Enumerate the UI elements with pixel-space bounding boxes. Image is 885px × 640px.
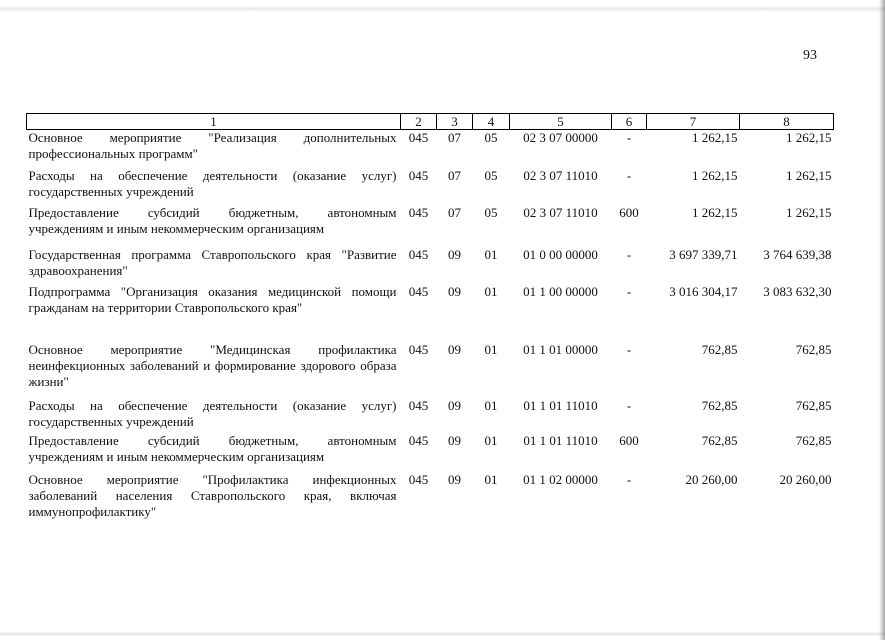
row-subsection: 01 — [484, 283, 498, 299]
row-amount-col7: 762,85 — [701, 432, 738, 448]
row-amount-col8: 762,85 — [795, 341, 832, 357]
row-section: 07 — [448, 130, 461, 145]
row-amount-col8: 1 262,15 — [786, 204, 832, 220]
header-col-2: 2 — [401, 114, 437, 130]
row-subsection: 01 — [484, 471, 498, 487]
row-section: 09 — [448, 246, 461, 262]
row-section: 07 — [448, 204, 461, 220]
row-ministry-code: 045 — [408, 397, 429, 413]
row-target-article: 02 3 07 00000 — [523, 130, 598, 145]
row-expense-type: 600 — [619, 432, 639, 448]
row-amount-col7: 762,85 — [701, 341, 738, 357]
row-name: Подпрограмма "Организация оказания медицинской помощи гражданам на территории Ставропольского края" — [28, 283, 397, 315]
row-name: Предоставление субсидий бюджетным, автономным учреждениям и иным некоммерческим организациям — [28, 204, 397, 236]
row-section: 09 — [448, 397, 461, 413]
table-row — [27, 168, 834, 205]
row-name: Основное мероприятие "Профилактика инфекционных заболеваний населения Ставропольского края, включая иммунопрофилактику" — [28, 471, 397, 519]
row-section: 07 — [448, 167, 461, 183]
row-subsection: 05 — [484, 167, 498, 183]
header-row — [27, 114, 834, 130]
row-target-article: 02 3 07 11010 — [523, 167, 598, 183]
row-ministry-code: 045 — [408, 283, 429, 299]
row-expense-type: - — [626, 246, 632, 262]
header-col-6: 6 — [612, 114, 647, 130]
header-col-5: 5 — [510, 114, 612, 130]
table-row — [27, 130, 834, 168]
row-subsection: 05 — [484, 204, 498, 220]
row-expense-type: - — [626, 397, 632, 413]
scan-edge-bottom — [0, 632, 885, 636]
row-amount-col7: 762,85 — [701, 397, 738, 413]
row-amount-col8: 3 764 639,38 — [763, 246, 832, 262]
row-name: Основное мероприятие "Медицинская профилактика неинфекционных заболеваний и формирование здорового образа жизни" — [28, 341, 397, 389]
row-subsection: 01 — [484, 246, 498, 262]
table-row — [27, 284, 834, 342]
row-expense-type: - — [626, 167, 632, 183]
header-col-8: 8 — [740, 114, 834, 130]
row-amount-col8: 20 260,00 — [779, 471, 832, 487]
header-col-1: 1 — [27, 114, 401, 130]
table-row — [27, 398, 834, 433]
row-amount-col8: 1 262,15 — [786, 130, 832, 145]
row-expense-type: 600 — [619, 204, 639, 220]
row-amount-col8: 1 262,15 — [786, 167, 832, 183]
table-row — [27, 247, 834, 284]
row-amount-col8: 762,85 — [795, 397, 832, 413]
row-amount-col8: 762,85 — [795, 432, 832, 448]
table-row — [27, 205, 834, 247]
row-section: 09 — [448, 471, 461, 487]
row-amount-col7: 20 260,00 — [685, 471, 738, 487]
row-expense-type: - — [626, 283, 632, 299]
row-subsection: 05 — [484, 130, 498, 145]
row-amount-col7: 1 262,15 — [692, 204, 738, 220]
row-target-article: 02 3 07 11010 — [523, 204, 598, 220]
header-col-4: 4 — [473, 114, 510, 130]
row-section: 09 — [448, 341, 461, 357]
row-ministry-code: 045 — [408, 432, 429, 448]
row-name: Государственная программа Ставропольского края "Развитие здравоохранения" — [28, 246, 397, 278]
row-amount-col8: 3 083 632,30 — [763, 283, 832, 299]
row-subsection: 01 — [484, 341, 498, 357]
row-target-article: 01 1 01 00000 — [523, 341, 598, 357]
row-expense-type: - — [626, 130, 632, 145]
row-ministry-code: 045 — [408, 130, 429, 145]
row-amount-col7: 1 262,15 — [692, 167, 738, 183]
row-target-article: 01 0 00 00000 — [523, 246, 598, 262]
row-amount-col7: 1 262,15 — [692, 130, 738, 145]
table-row — [27, 342, 834, 398]
row-ministry-code: 045 — [408, 167, 429, 183]
row-name: Предоставление субсидий бюджетным, автономным учреждениям и иным некоммерческим организациям — [28, 432, 397, 464]
row-amount-col7: 3 016 304,17 — [669, 283, 738, 299]
scan-edge-top — [0, 6, 885, 12]
row-ministry-code: 045 — [408, 341, 429, 357]
row-target-article: 01 1 01 11010 — [523, 397, 598, 413]
row-expense-type: - — [626, 341, 632, 357]
scan-edge-right — [879, 0, 885, 640]
row-name: Расходы на обеспечение деятельности (оказание услуг) государственных учреждений — [28, 167, 397, 199]
row-ministry-code: 045 — [408, 204, 429, 220]
row-section: 09 — [448, 283, 461, 299]
table-row — [27, 433, 834, 472]
row-target-article: 01 1 02 00000 — [523, 471, 598, 487]
row-ministry-code: 045 — [408, 246, 429, 262]
header-col-3: 3 — [437, 114, 473, 130]
row-amount-col7: 3 697 339,71 — [669, 246, 738, 262]
row-subsection: 01 — [484, 397, 498, 413]
header-col-7: 7 — [647, 114, 740, 130]
page-number: 93 — [803, 48, 817, 63]
table-row — [27, 472, 834, 526]
row-name: Основное мероприятие "Реализация дополнительных профессиональных программ" — [28, 130, 397, 161]
row-target-article: 01 1 01 11010 — [523, 432, 598, 448]
row-section: 09 — [448, 432, 461, 448]
row-expense-type: - — [626, 471, 632, 487]
row-name: Расходы на обеспечение деятельности (оказание услуг) государственных учреждений — [28, 397, 397, 429]
budget-table — [26, 113, 834, 526]
row-target-article: 01 1 00 00000 — [523, 283, 598, 299]
row-ministry-code: 045 — [408, 471, 429, 487]
row-subsection: 01 — [484, 432, 498, 448]
